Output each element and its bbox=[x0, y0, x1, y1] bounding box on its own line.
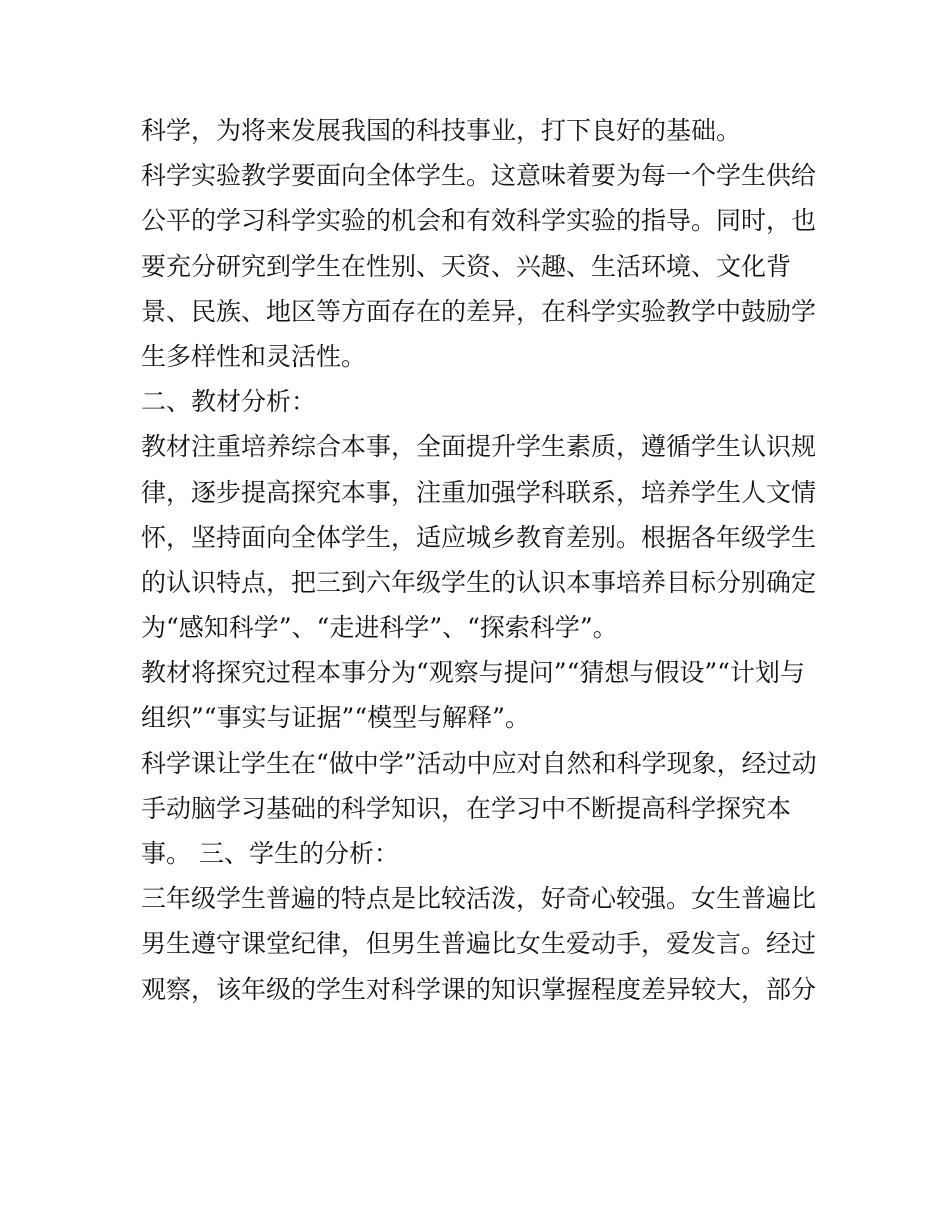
text-line: 科学实验教学要面向全体学生。这意味着要为每一个学生供给 bbox=[141, 161, 817, 191]
text-line: 教材将探究过程本事分为“观察与提问”“猜想与假设”“计划与 bbox=[141, 658, 805, 688]
text-line: 观察，该年级的学生对科学课的知识掌握程度差异较大，部分 bbox=[141, 974, 817, 1004]
text-line: 教材注重培养综合本事，全面提升学生素质，遵循学生认识规 bbox=[141, 432, 817, 462]
text-line: 的认识特点，把三到六年级学生的认识本事培养目标分别确定 bbox=[141, 567, 817, 597]
text-line: 生多样性和灵活性。 bbox=[141, 341, 367, 371]
text-line: 男生遵守课堂纪律，但男生普遍比女生爱动手，爱发言。经过 bbox=[141, 929, 817, 959]
section-heading: 二、教材分析： bbox=[141, 387, 317, 417]
text-line: 组织”“事实与证据”“模型与解释”。 bbox=[141, 703, 530, 733]
text-line: 律，逐步提高探究本事，注重加强学科联系，培养学生人文情 bbox=[141, 477, 817, 507]
text-line: 手动脑学习基础的科学知识，在学习中不断提高科学探究本 bbox=[141, 793, 792, 823]
text-line: 三年级学生普遍的特点是比较活泼，好奇心较强。女生普遍比 bbox=[141, 884, 817, 914]
text-line: 景、民族、地区等方面存在的差异，在科学实验教学中鼓励学 bbox=[141, 296, 817, 326]
text-line: 要充分研究到学生在性别、天资、兴趣、生活环境、文化背 bbox=[141, 251, 792, 281]
text-line: 科学，为将来发展我国的科技事业，打下良好的基础。 bbox=[141, 116, 742, 145]
text-line: 事。 三、学生的分析： bbox=[141, 839, 399, 868]
text-line: 为“感知科学”、“走进科学”、“探索科学”。 bbox=[141, 613, 618, 643]
text-line: 怀，坚持面向全体学生，适应城乡教育差别。根据各年级学生 bbox=[141, 522, 817, 552]
text-line: 公平的学习科学实验的机会和有效科学实验的指导。同时，也 bbox=[141, 206, 817, 236]
document-body bbox=[141, 108, 817, 1012]
text-line: 科学课让学生在“做中学”活动中应对自然和科学现象，经过动 bbox=[141, 748, 817, 778]
